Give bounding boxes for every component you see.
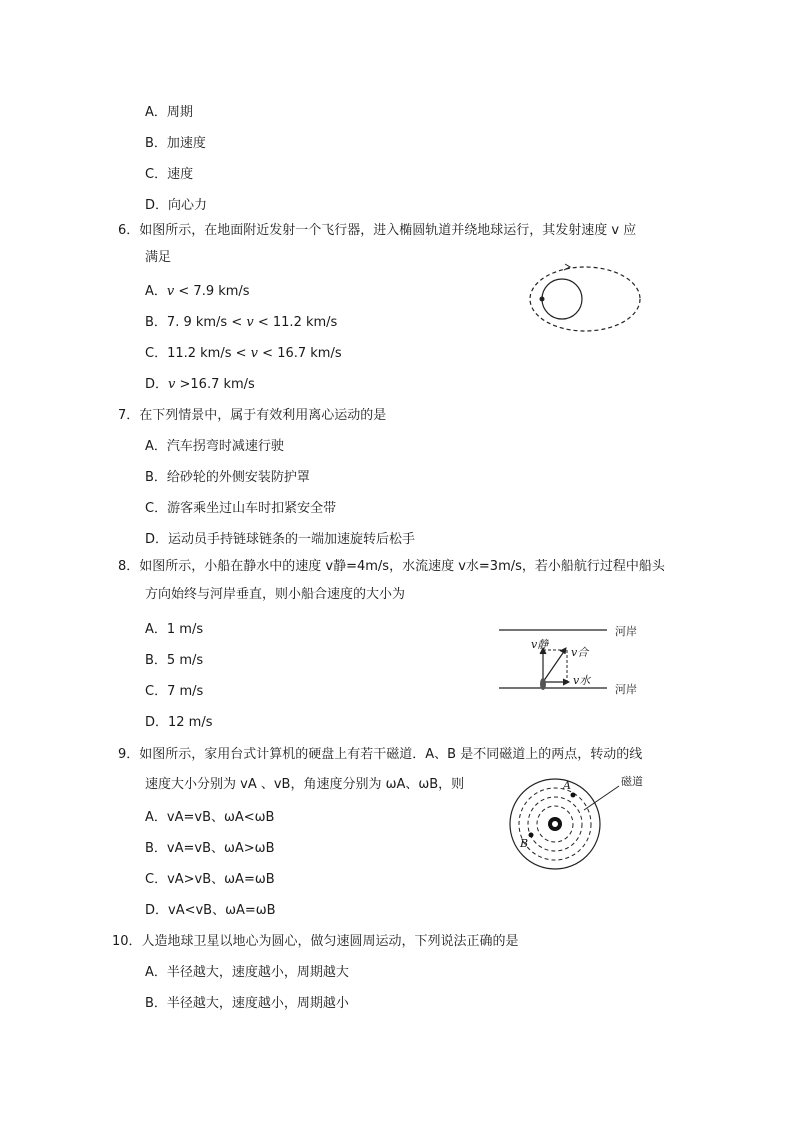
q8-stem-line2: 方向始终与河岸垂直，则小船合速度的大小为: [145, 587, 406, 602]
q8-option-a: A．1 m/s: [145, 622, 204, 637]
v-total-label: v合: [571, 646, 589, 659]
q7-option-d: D．运动员手持链球链条的一端加速旋转后松手: [145, 532, 416, 547]
q9-stem-line1: 9．如图所示，家用台式计算机的硬盘上有若干磁道．A、B 是不同磁道上的两点，转动的线: [118, 747, 643, 762]
q8-option-c: C．7 m/s: [145, 684, 204, 699]
q5-option-a: A．周期: [145, 105, 193, 120]
q9-option-d: D．vA<vB、ωA=ωB: [145, 903, 276, 918]
q9-option-c: C．vA>vB、ωA=ωB: [145, 872, 275, 887]
q9-stem-line2: 速度大小分别为 vA 、vB，角速度分别为 ωA、ωB，则: [145, 777, 465, 792]
bottom-bank-label: 河岸: [615, 683, 637, 696]
q6-stem-line2: 满足: [145, 250, 172, 265]
q10-option-b: B．半径越大，速度越小，周期越小: [145, 996, 349, 1011]
point-a-label: A: [563, 779, 571, 792]
ellipse-orbit-figure: [528, 262, 646, 336]
track-leader-line: [584, 786, 619, 810]
q7-stem: 7．在下列情景中，属于有效利用离心运动的是: [118, 408, 387, 423]
q7-option-a: A．汽车拐弯时减速行驶: [145, 439, 284, 454]
q5-option-c: C．速度: [145, 167, 194, 182]
hard-disk-figure: [505, 770, 655, 878]
river-boat-figure: [495, 620, 645, 698]
track-label: 磁道: [621, 775, 643, 788]
v-water-arrowhead-icon: [563, 679, 569, 685]
boat-icon: [540, 678, 546, 690]
v-total-arrow: [543, 650, 565, 682]
q6-option-b: B．7. 9 km/s < v < 11.2 km/s: [145, 315, 338, 330]
q5-option-d: D．向心力: [145, 198, 208, 213]
q9-option-a: A．vA=vB、ωA<ωB: [145, 810, 275, 825]
q8-option-d: D．12 m/s: [145, 715, 213, 730]
top-bank-label: 河岸: [615, 625, 637, 638]
q10-stem: 10．人造地球卫星以地心为圆心，做匀速圆周运动，下列说法正确的是: [112, 934, 519, 949]
spindle-hole: [552, 821, 558, 827]
q8-stem-line1: 8．如图所示，小船在静水中的速度 v静=4m/s，水流速度 v水=3m/s，若小船航行过程中船头: [118, 559, 665, 574]
q9-option-b: B．vA=vB、ωA>ωB: [145, 841, 275, 856]
q6-option-a: A．v < 7.9 km/s: [145, 284, 250, 299]
orbit-ellipse: [530, 267, 640, 331]
v-still-label: v静: [531, 638, 549, 651]
q5-option-b: B．加速度: [145, 136, 206, 151]
earth-circle: [542, 279, 582, 319]
point-b-dot: [529, 833, 534, 838]
q6-option-c: C．11.2 km/s < v < 16.7 km/s: [145, 346, 342, 361]
q8-option-b: B．5 m/s: [145, 653, 204, 668]
q10-option-a: A．半径越大，速度越小，周期越大: [145, 965, 349, 980]
q7-option-c: C．游客乘坐过山车时扣紧安全带: [145, 501, 337, 516]
point-b-label: B: [520, 837, 529, 850]
q6-stem-line1: 6．如图所示，在地面附近发射一个飞行器，进入椭圆轨道并绕地球运行，其发射速度 v 应: [118, 223, 637, 238]
v-water-label: v水: [573, 674, 591, 687]
q6-option-d: D．v >16.7 km/s: [145, 377, 255, 392]
point-a-dot: [571, 793, 576, 798]
launch-point: [540, 297, 545, 302]
q7-option-b: B．给砂轮的外侧安装防护罩: [145, 470, 310, 485]
